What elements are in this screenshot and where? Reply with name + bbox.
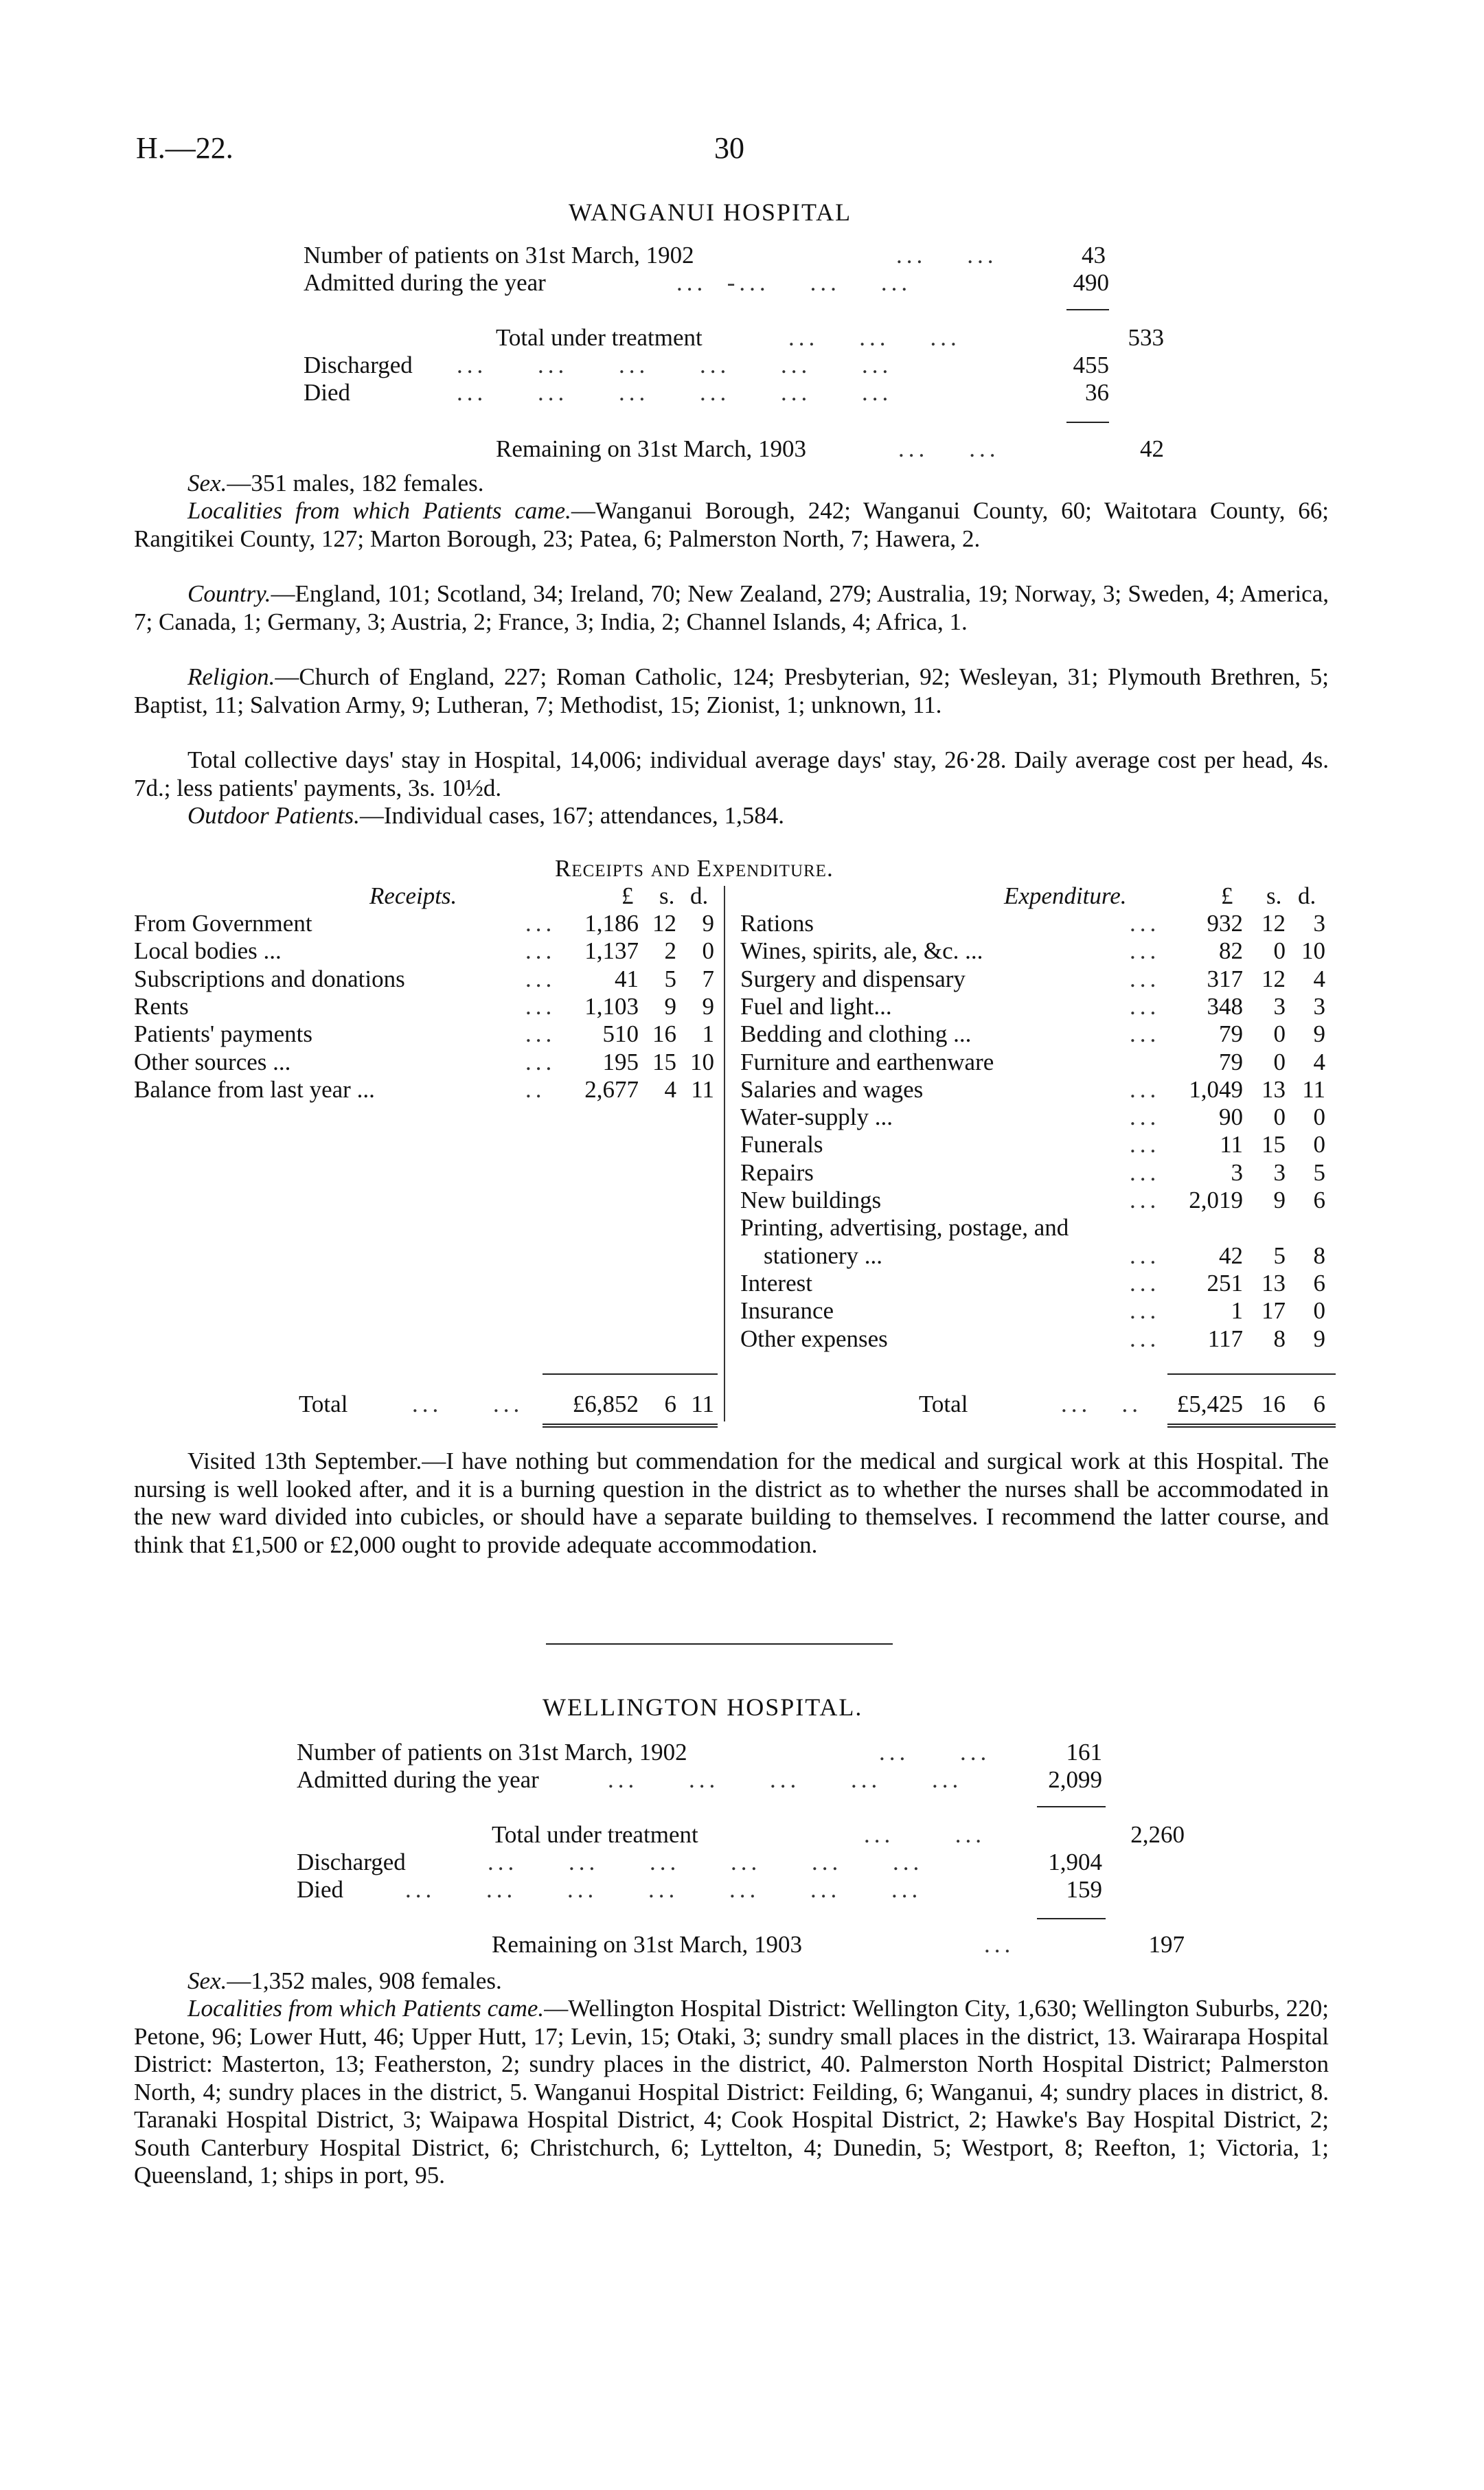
leader-dots: ... ... <box>896 242 998 269</box>
expenditure-pounds: 2,019 <box>1189 1187 1243 1213</box>
leader-dots: ... <box>1130 1020 1161 1048</box>
wanganui-title: WANGANUI HOSPITAL <box>569 198 852 226</box>
leader-dots: ... <box>525 1020 556 1048</box>
leader-dots: ... ... ... ... ... ... <box>488 1849 924 1875</box>
expenditure-label: Wines, spirits, ale, &c. ... <box>740 937 983 965</box>
expenditure-shillings: 13 <box>1262 1269 1286 1297</box>
receipt-pence: 9 <box>702 992 714 1020</box>
leader-dots: ... <box>1130 1104 1161 1131</box>
leader-dots: ... ... ... ... ... ... ... <box>405 1876 922 1903</box>
receipt-pence: 9 <box>702 910 714 937</box>
leader-dots: ... <box>1130 910 1161 937</box>
leader-dots: ... <box>525 1048 556 1075</box>
leader-dots: ... ... <box>898 435 1000 462</box>
localities-label: Localities from which Patients came. <box>187 1995 545 2022</box>
expenditure-pence: 6 <box>1313 1269 1325 1297</box>
expenditure-shillings: 3 <box>1273 992 1286 1020</box>
expenditure-pence: 3 <box>1313 992 1325 1020</box>
expenditure-pence: 9 <box>1313 1020 1325 1048</box>
wanganui-patients-start-label: Number of patients on 31st March, 1902 <box>304 242 694 269</box>
expenditure-label: New buildings <box>740 1187 882 1213</box>
sex-text: —351 males, 182 females. <box>227 470 484 496</box>
receipt-pounds: 510 <box>602 1020 639 1048</box>
leader-dots: ... <box>1130 1297 1161 1325</box>
leader-dots: .. <box>525 1075 546 1103</box>
expenditure-col-pound: £ <box>1221 882 1233 909</box>
wellington-patients-start-value: 161 <box>1066 1739 1102 1766</box>
receipt-label: Patients' payments <box>134 1020 313 1048</box>
expenditure-pence: 6 <box>1313 1187 1325 1213</box>
receipts-col-s: s. <box>659 882 675 909</box>
receipts-total-label: Total <box>299 1391 348 1417</box>
leader-dots: ... -... ... ... <box>676 269 912 296</box>
expenditure-pence: 8 <box>1313 1242 1325 1269</box>
expenditure-pence: 4 <box>1313 1048 1325 1075</box>
receipt-label: Local bodies ... <box>134 937 282 965</box>
receipts-col-pound: £ <box>621 882 634 909</box>
receipt-shillings: 5 <box>664 965 676 992</box>
leader-dots: ... <box>525 965 556 992</box>
receipt-label: Subscriptions and donations <box>134 965 405 992</box>
wanganui-died-value: 36 <box>1085 379 1109 406</box>
wanganui-died-label: Died <box>304 379 351 406</box>
expenditure-total-pounds: £5,425 <box>1176 1391 1243 1417</box>
expenditure-shillings: 12 <box>1262 965 1286 992</box>
leader-dots: ... <box>525 937 556 965</box>
sum-rule <box>1066 309 1109 310</box>
receipts-subtotal-rule <box>543 1373 718 1375</box>
expenditure-label: Water-supply ... <box>740 1104 893 1131</box>
receipt-shillings: 16 <box>652 1020 676 1048</box>
receipt-label: From Government <box>134 910 312 937</box>
religion-label: Religion. <box>187 663 275 690</box>
receipt-label: Balance from last year ... <box>134 1075 375 1103</box>
receipt-pence: 0 <box>702 937 714 965</box>
expenditure-pence: 0 <box>1313 1297 1325 1325</box>
expenditure-label: Furniture and earthenware <box>740 1048 994 1075</box>
wanganui-stay: Total collective days' stay in Hospital, 14,006; individual average days' stay, 26·28. Daily average cost per head, 4s. 7d.; less patients' payments, 3s. 10½d. <box>134 746 1329 801</box>
receipt-pence: 7 <box>702 965 714 992</box>
wanganui-remaining-value: 42 <box>1140 435 1164 462</box>
leader-dots: ... <box>984 1931 1015 1958</box>
leader-dots: ... <box>1130 965 1161 992</box>
expenditure-label: Insurance <box>740 1297 834 1325</box>
wanganui-total-value: 533 <box>1128 324 1164 351</box>
leader-dots: ... <box>1130 1269 1161 1297</box>
wellington-patients-start-label: Number of patients on 31st March, 1902 <box>297 1739 687 1766</box>
expenditure-label: Funerals <box>740 1131 823 1158</box>
sex-text: —1,352 males, 908 females. <box>227 1967 502 1994</box>
expenditure-total-double-rule <box>1167 1424 1336 1428</box>
wellington-title: WELLINGTON HOSPITAL. <box>543 1693 863 1721</box>
receipt-shillings: 12 <box>652 910 676 937</box>
wanganui-sex <box>134 470 1329 498</box>
expenditure-shillings: 0 <box>1273 1048 1286 1075</box>
leader-dots: ... ... ... ... ... ... <box>457 379 893 406</box>
wanganui-admitted-value: 490 <box>1073 269 1109 296</box>
expenditure-shillings: 3 <box>1273 1158 1286 1186</box>
wanganui-localities <box>134 497 1329 553</box>
expenditure-pounds: 42 <box>1219 1242 1243 1269</box>
wellington-admitted-value: 2,099 <box>1048 1766 1102 1793</box>
sum-rule <box>1037 1918 1106 1919</box>
leader-dots: ... <box>1130 992 1161 1020</box>
expenditure-heading: Expenditure. <box>1004 882 1127 909</box>
expenditure-pounds: 90 <box>1219 1104 1243 1131</box>
expenditure-shillings: 12 <box>1262 910 1286 937</box>
leader-dots: ... .. <box>1061 1391 1142 1417</box>
expenditure-total-s: 16 <box>1262 1391 1286 1417</box>
expenditure-label: Rations <box>740 910 814 937</box>
expenditure-label: Interest <box>740 1269 812 1297</box>
expenditure-pounds: 117 <box>1207 1325 1243 1352</box>
expenditure-pounds: 1 <box>1231 1297 1243 1325</box>
expenditure-label: Fuel and light... <box>740 992 892 1020</box>
wellington-admitted-label: Admitted during the year <box>297 1766 539 1793</box>
expenditure-shillings: 0 <box>1273 1104 1286 1131</box>
religion-text: —Church of England, 227; Roman Catholic, 124; Presbyterian, 92; Wesleyan, 31; Plymouth Brethren, 5; Baptist, 11; Salvation Army, 9; Lutheran, 7; Methodist, 15; Zionist, 1; unknown, 11. <box>134 663 1329 718</box>
wellington-discharged-label: Discharged <box>297 1849 406 1875</box>
leader-dots: ... ... ... ... ... ... <box>457 352 893 378</box>
expenditure-shillings: 13 <box>1262 1075 1286 1103</box>
country-text: —England, 101; Scotland, 34; Ireland, 70; New Zealand, 279; Australia, 19; Norway, 3; Sweden, 4; America, 7; Canada, 1; Germany, 3; Austria, 2; France, 3; India, 2; Channel Islands, 4; Africa, 1. <box>134 580 1329 635</box>
expenditure-pence: 3 <box>1313 910 1325 937</box>
expenditure-col-s: s. <box>1266 882 1282 909</box>
wanganui-outdoor <box>134 802 1329 830</box>
wanganui-total-label: Total under treatment <box>496 324 703 351</box>
expenditure-shillings: 0 <box>1273 1020 1286 1048</box>
expenditure-subtotal-rule <box>1167 1373 1336 1375</box>
wellington-localities <box>134 1995 1329 2190</box>
country-label: Country. <box>187 580 271 607</box>
expenditure-shillings: 17 <box>1262 1297 1286 1325</box>
leader-dots: ... ... <box>412 1391 524 1417</box>
receipts-total-pounds: £6,852 <box>572 1391 639 1417</box>
expenditure-pounds: 1,049 <box>1189 1075 1243 1103</box>
sum-rule <box>1037 1806 1106 1807</box>
wanganui-admitted-label: Admitted during the year <box>304 269 546 296</box>
receipt-shillings: 2 <box>664 937 676 965</box>
leader-dots: ... ... ... <box>788 324 961 351</box>
expenditure-shillings: 9 <box>1273 1187 1286 1213</box>
receipt-pounds: 1,186 <box>584 910 639 937</box>
expenditure-shillings: 8 <box>1273 1325 1286 1352</box>
expenditure-pence: 0 <box>1313 1104 1325 1131</box>
expenditure-shillings: 0 <box>1273 937 1286 965</box>
receipts-heading: Receipts. <box>369 882 457 909</box>
wanganui-discharged-label: Discharged <box>304 352 413 378</box>
expenditure-pence: 0 <box>1313 1131 1325 1158</box>
localities-text: —Wellington Hospital District: Wellington City, 1,630; Wellington Suburbs, 220; Petone, 96; Lower Hutt, 46; Upper Hutt, 17; Levin, 15; Otaki, 3; sundry small places in the district, 13. Wairarapa Hospital District: Masterton, 13; Featherston, 2; sundry places in the district, 40. Palmerston North Hospital District; Palmerston North, 4; sundry places in the district, 5. Wanganui Hospital District: Feilding, 6; Wanganui, 4; sundry places in district, 8. Taranaki Hospital District, 3; Waipawa Hospital District, 4; Cook Hospital District, 2; Hawke's Bay Hospital District, 2; South Canterbury Hospital District, 6; Christchurch, 6; Lyttelton, 4; Dunedin, 5; Westport, 8; Reefton, 1; Victoria, 1; Queensland, 1; ships in port, 95. <box>134 1995 1329 2189</box>
leader-dots: ... ... ... ... ... <box>608 1766 963 1793</box>
wellington-died-value: 159 <box>1066 1876 1102 1903</box>
receipts-total-s: 6 <box>664 1391 676 1417</box>
expenditure-pounds: 82 <box>1219 937 1243 965</box>
expenditure-pounds: 3 <box>1231 1158 1243 1186</box>
localities-text: —Wanganui Borough, 242; Wanganui County, 60; Waitotara County, 66; Rangitikei County, 127; Marton Borough, 23; Patea, 6; Palmerston North, 7; Hawera, 2. <box>134 497 1329 552</box>
wellington-discharged-value: 1,904 <box>1048 1849 1102 1875</box>
localities-label: Localities from which Patients came. <box>187 497 571 524</box>
receipt-pence: 10 <box>690 1048 714 1075</box>
expenditure-label: Printing, advertising, postage, and <box>740 1214 1069 1242</box>
receipt-pounds: 2,677 <box>584 1075 639 1103</box>
receipt-shillings: 4 <box>664 1075 676 1103</box>
receipts-total-d: 11 <box>691 1391 714 1417</box>
receipt-pounds: 41 <box>615 965 639 992</box>
receipt-pence: 11 <box>691 1075 714 1103</box>
sum-rule <box>1066 422 1109 423</box>
expenditure-label: Bedding and clothing ... <box>740 1020 972 1048</box>
leader-dots: ... ... <box>864 1821 985 1848</box>
receipt-pounds: 195 <box>602 1048 639 1075</box>
receipt-pounds: 1,137 <box>584 937 639 965</box>
receipt-label: Rents <box>134 992 189 1020</box>
expenditure-pounds: 11 <box>1220 1131 1243 1158</box>
expenditure-shillings: 5 <box>1273 1242 1286 1269</box>
expenditure-pence: 11 <box>1302 1075 1325 1103</box>
expenditure-pounds: 932 <box>1207 910 1243 937</box>
leader-dots: ... <box>1130 1131 1161 1158</box>
receipts-col-d: d. <box>690 882 709 909</box>
expenditure-label: Salaries and wages <box>740 1075 924 1103</box>
expenditure-pence: 10 <box>1301 937 1325 965</box>
sex-label: Sex. <box>187 1967 227 1994</box>
wanganui-country <box>134 580 1329 636</box>
expenditure-pounds: 251 <box>1207 1269 1243 1297</box>
receipts-total-double-rule <box>543 1424 718 1428</box>
wellington-total-label: Total under treatment <box>492 1821 698 1848</box>
leader-dots: ... <box>1130 1325 1161 1352</box>
finance-divider <box>724 886 725 1421</box>
wanganui-patients-start-value: 43 <box>1082 242 1106 269</box>
wellington-died-label: Died <box>297 1876 344 1903</box>
receipt-pence: 1 <box>702 1020 714 1048</box>
expenditure-pounds: 79 <box>1219 1048 1243 1075</box>
expenditure-total-d: 6 <box>1313 1391 1325 1417</box>
wanganui-discharged-value: 455 <box>1073 352 1109 378</box>
expenditure-label: Other expenses <box>740 1325 888 1352</box>
sex-label: Sex. <box>187 470 227 496</box>
expenditure-pounds: 79 <box>1219 1020 1243 1048</box>
leader-dots: ... <box>1130 1158 1161 1186</box>
finance-heading: Receipts and Expenditure. <box>555 855 834 882</box>
leader-dots: ... <box>1130 1075 1161 1103</box>
expenditure-total-label: Total <box>919 1391 968 1417</box>
expenditure-pence: 9 <box>1313 1325 1325 1352</box>
leader-dots: ... <box>1130 1187 1161 1213</box>
expenditure-label: Repairs <box>740 1158 814 1186</box>
leader-dots: ... <box>525 910 556 937</box>
leader-dots: ... <box>1130 1242 1161 1269</box>
expenditure-col-d: d. <box>1298 882 1316 909</box>
wanganui-remaining-label: Remaining on 31st March, 1903 <box>496 435 807 462</box>
document-reference: H.—22. <box>136 131 233 165</box>
outdoor-label: Outdoor Patients. <box>187 802 360 829</box>
wellington-remaining-label: Remaining on 31st March, 1903 <box>492 1931 803 1958</box>
expenditure-shillings: 15 <box>1262 1131 1286 1158</box>
leader-dots: ... <box>1130 937 1161 965</box>
expenditure-label: Surgery and dispensary <box>740 965 966 992</box>
expenditure-pence: 4 <box>1313 965 1325 992</box>
receipt-shillings: 15 <box>652 1048 676 1075</box>
outdoor-text: —Individual cases, 167; attendances, 1,584. <box>359 802 785 829</box>
wellington-total-value: 2,260 <box>1130 1821 1185 1848</box>
wellington-sex <box>134 1967 1329 1996</box>
receipt-label: Other sources ... <box>134 1048 291 1075</box>
expenditure-pounds: 348 <box>1207 992 1243 1020</box>
leader-dots: ... ... <box>879 1739 991 1766</box>
wanganui-religion <box>134 663 1329 719</box>
receipt-pounds: 1,103 <box>584 992 639 1020</box>
wellington-remaining-value: 197 <box>1148 1931 1185 1958</box>
wanganui-visit-notes: Visited 13th September.—I have nothing but commendation for the medical and surgical work at this Hospital. The nursing is well looked after, and it is a burning question in the district as to whether the nurses shall be accommodated in the new ward divided into cubicles, or should have a separate building to themselves. I recommend the latter course, and think that £1,500 or £2,000 ought to provide adequate accommodation. <box>134 1448 1329 1558</box>
expenditure-label: stationery ... <box>764 1242 883 1269</box>
receipt-shillings: 9 <box>664 992 676 1020</box>
expenditure-pence: 5 <box>1313 1158 1325 1186</box>
section-separator <box>546 1643 893 1645</box>
expenditure-pounds: 317 <box>1207 965 1243 992</box>
leader-dots: ... <box>525 992 556 1020</box>
page-number: 30 <box>714 131 744 165</box>
